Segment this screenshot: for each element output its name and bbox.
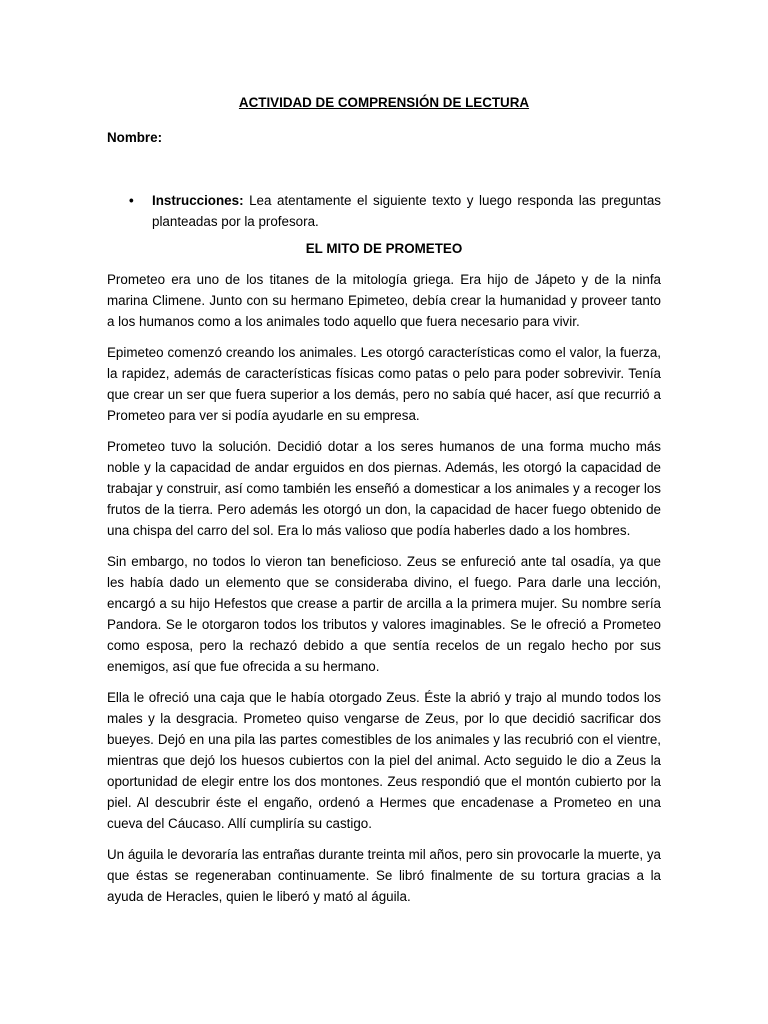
instructions-item: [107, 190, 661, 232]
paragraph: Sin embargo, no todos lo vieron tan beneficioso. Zeus se enfureció ante tal osadía, ya que les había dado un elemento que se consideraba divino, el fuego. Para darle una lección, encargó a su hijo Hefestos que crease a partir de arcilla a la primera mujer. Su nombre sería Pandora. Se le otorgaron todos los tributos y valores imaginables. Se le ofreció a Prometeo como esposa, pero la rechazó debido a que sentía recelos de un regalo hecho por sus enemigos, así que fue ofrecida a su hermano.: [107, 554, 661, 674]
paragraph: Epimeteo comenzó creando los animales. Les otorgó características como el valor, la fuerza, la rapidez, además de características físicas como patas o pelo para poder sobrevivir. Tenía que crear un ser que fuera superior a los demás, pero no sabía qué hacer, así que recurrió a Prometeo para ver si podía ayudarle en su empresa.: [107, 345, 661, 423]
paragraph: Ella le ofreció una caja que le había otorgado Zeus. Éste la abrió y trajo al mundo todos los males y la desgracia. Prometeo quiso vengarse de Zeus, por lo que decidió sacrificar dos bueyes. Dejó en una pila las partes comestibles de los animales y las recubrió con el vientre, mientras que dejó los huesos cubiertos con la piel del animal. Acto seguido le dio a Zeus la oportunidad de elegir entre los dos montones. Zeus respondió que el montón cubierto por la piel. Al descubrir éste el engaño, ordenó a Hermes que encadenase a Prometeo en una cueva del Cáucaso. Allí cumpliría su castigo.: [107, 690, 661, 831]
section-title: EL MITO DE PROMETEO: [305, 241, 463, 256]
paragraph: Prometeo tuvo la solución. Decidió dotar a los seres humanos de una forma mucho más noble y la capacidad de andar erguidos en dos piernas. Además, les otorgó la capacidad de trabajar y construir, así como también les enseñó a domesticar a los animales y a recoger los frutos de la tierra. Pero además les otorgó un don, la capacidad de hacer fuego obtenido de una chispa del carro del sol. Era lo más valioso que podía haberles dado a los hombres.: [107, 439, 661, 538]
paragraph: Prometeo era uno de los titanes de la mitología griega. Era hijo de Jápeto y de la ninfa marina Climene. Junto con su hermano Epimeteo, debía crear la humanidad y proveer tanto a los humanos como a los animales todo aquello que fuera necesario para vivir.: [107, 272, 661, 329]
document-title: ACTIVIDAD DE COMPRENSIÓN DE LECTURA: [238, 95, 530, 110]
bullet-icon: •: [129, 193, 134, 208]
paragraph: Un águila le devoraría las entrañas durante treinta mil años, pero sin provocarle la muerte, ya que éstas se regeneraban continuamente. Se libró finalmente de su tortura gracias a la ayuda de Heracles, quien le liberó y mató al águila.: [107, 847, 661, 904]
instructions-label: Instrucciones:: [152, 193, 244, 208]
name-label: Nombre:: [107, 130, 163, 145]
instructions-text: Lea atentamente el siguiente texto y luego responda las preguntas planteadas por la profesora.: [152, 193, 661, 229]
